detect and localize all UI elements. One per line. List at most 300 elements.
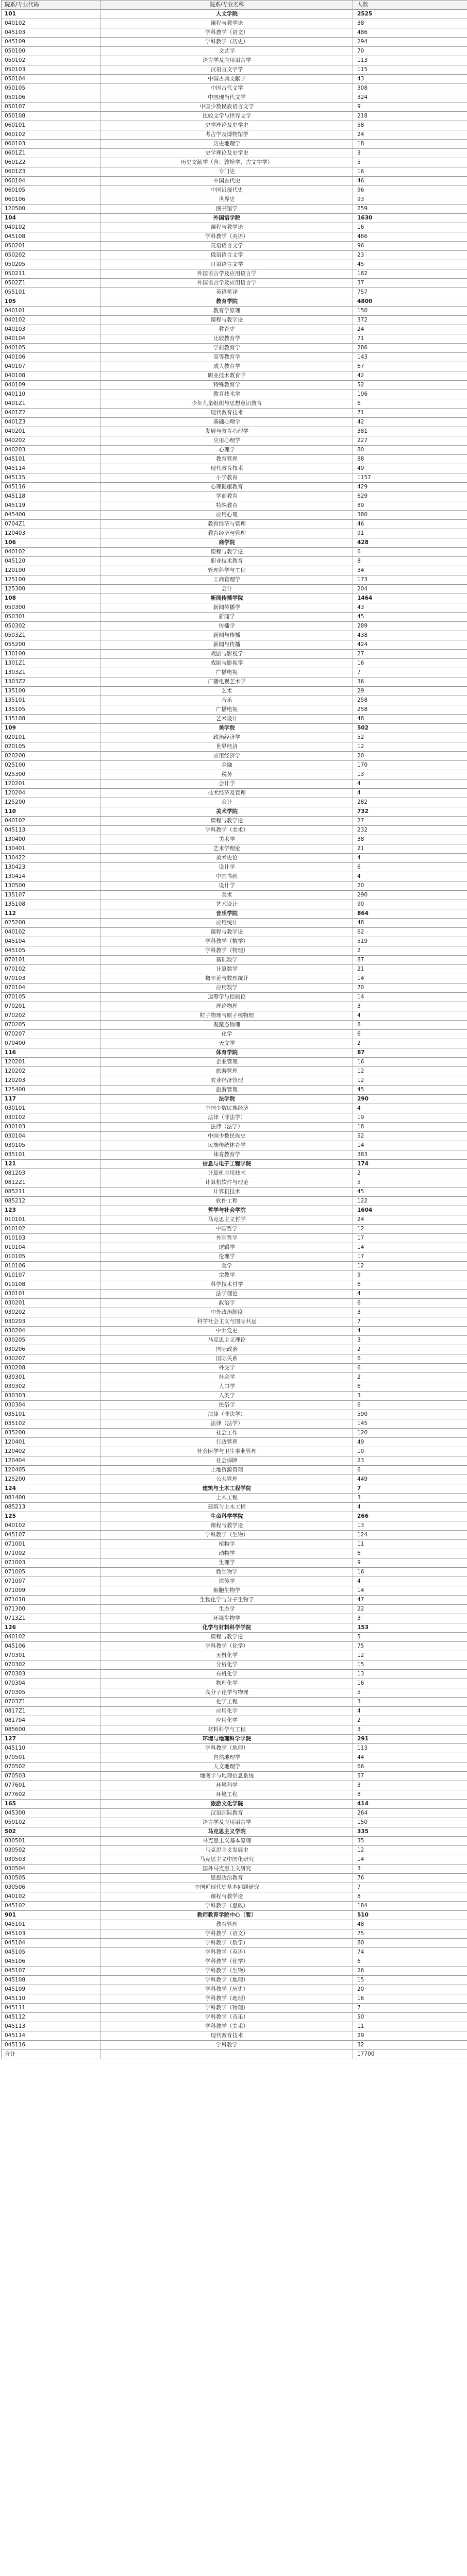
table-row xyxy=(2,418,467,427)
count-cell: 590 xyxy=(353,1410,467,1419)
name-cell: 法学院 xyxy=(101,1095,353,1104)
code-cell: 045300 xyxy=(2,1809,101,1818)
code-cell: 070502 xyxy=(2,1762,101,1772)
count-cell: 24 xyxy=(353,1215,467,1225)
count-cell: 37 xyxy=(353,279,467,288)
code-cell: 030201 xyxy=(2,1299,101,1308)
count-cell: 8 xyxy=(353,1892,467,1902)
table-row xyxy=(2,501,467,511)
name-cell: 国际关系 xyxy=(101,1354,353,1364)
table-row xyxy=(2,1132,467,1141)
name-cell: 日语语言文学 xyxy=(101,260,353,269)
table-row xyxy=(2,1744,467,1753)
table-row xyxy=(2,1262,467,1271)
count-cell: 170 xyxy=(353,761,467,770)
table-row xyxy=(2,1215,467,1225)
name-cell: 计算机软件与理论 xyxy=(101,1178,353,1188)
count-cell: 14 xyxy=(353,974,467,984)
table-row xyxy=(2,316,467,325)
code-cell: 030302 xyxy=(2,1382,101,1392)
code-cell: 040102 xyxy=(2,1892,101,1902)
count-cell: 6 xyxy=(353,1466,467,1475)
table-row xyxy=(2,1994,467,2004)
table-row xyxy=(2,2031,467,2041)
name-cell: 世界经济 xyxy=(101,742,353,752)
code-cell: 020101 xyxy=(2,733,101,742)
name-cell: 图书馆学 xyxy=(101,205,353,214)
college-row xyxy=(2,1512,467,1521)
name-cell: 环境与地理科学学院 xyxy=(101,1735,353,1744)
code-cell: 130422 xyxy=(2,854,101,863)
code-cell: 085600 xyxy=(2,1725,101,1735)
count-cell: 66 xyxy=(353,1762,467,1772)
table-row xyxy=(2,362,467,371)
table-row xyxy=(2,1234,467,1243)
code-cell: 120404 xyxy=(2,1456,101,1466)
count-cell: 4 xyxy=(353,1707,467,1716)
code-cell: 030505 xyxy=(2,1874,101,1883)
code-cell: 085213 xyxy=(2,1503,101,1512)
count-cell: 48 xyxy=(353,919,467,928)
count-cell: 13 xyxy=(353,770,467,779)
table-row xyxy=(2,381,467,390)
name-cell: 国外马克思主义研究 xyxy=(101,1865,353,1874)
code-cell: 050202 xyxy=(2,251,101,260)
code-cell: 045104 xyxy=(2,1939,101,1948)
count-cell: 5 xyxy=(353,158,467,167)
name-cell: 自然地理学 xyxy=(101,1753,353,1762)
table-row xyxy=(2,1336,467,1345)
table-row xyxy=(2,919,467,928)
name-cell: 中国现当代文学 xyxy=(101,93,353,103)
count-cell: 6 xyxy=(353,1280,467,1290)
count-cell: 48 xyxy=(353,715,467,724)
table-row xyxy=(2,251,467,260)
name-cell: 语言学及应用语言学 xyxy=(101,56,353,65)
code-cell: 120403 xyxy=(2,529,101,538)
count-cell: 335 xyxy=(353,1827,467,1837)
count-cell: 3 xyxy=(353,1614,467,1623)
count-cell: 291 xyxy=(353,1735,467,1744)
table-row xyxy=(2,1883,467,1892)
table-row xyxy=(2,1753,467,1762)
count-cell: 36 xyxy=(353,677,467,687)
code-cell: 010102 xyxy=(2,1225,101,1234)
name-cell: 俄语语言文学 xyxy=(101,251,353,260)
name-cell: 中国近现代史基本问题研究 xyxy=(101,1883,353,1892)
code-cell: 081203 xyxy=(2,1169,101,1178)
code-cell: 070102 xyxy=(2,965,101,974)
code-cell: 120201 xyxy=(2,1058,101,1067)
code-cell: 045104 xyxy=(2,937,101,946)
name-cell: 学科教学（物理） xyxy=(101,2004,353,2013)
table-row xyxy=(2,1762,467,1772)
code-cell: 045116 xyxy=(2,483,101,492)
table-row xyxy=(2,622,467,631)
table-row xyxy=(2,436,467,446)
code-cell: 050201 xyxy=(2,242,101,251)
count-cell: 1604 xyxy=(353,1206,467,1215)
name-cell: 考古学及博物馆学 xyxy=(101,130,353,140)
table-row xyxy=(2,2013,467,2022)
name-cell: 现代教育技术 xyxy=(101,2031,353,2041)
code-cell: 070503 xyxy=(2,1772,101,1781)
table-row xyxy=(2,28,467,38)
count-cell: 70 xyxy=(353,47,467,56)
name-cell: 历史文献学（含：敦煌学、古文字学） xyxy=(101,158,353,167)
table-row xyxy=(2,1299,467,1308)
count-cell: 16 xyxy=(353,223,467,232)
table-row xyxy=(2,965,467,974)
count-cell: 173 xyxy=(353,575,467,585)
total-name-cell xyxy=(101,2050,353,2059)
name-cell: 土地资源管理 xyxy=(101,1466,353,1475)
count-cell: 12 xyxy=(353,742,467,752)
table-row xyxy=(2,1178,467,1188)
name-cell: 学科教学（历史） xyxy=(101,1985,353,1994)
name-cell: 小学教育 xyxy=(101,473,353,483)
name-cell: 法律（法学） xyxy=(101,1419,353,1429)
code-cell: 070202 xyxy=(2,1011,101,1021)
table-row xyxy=(2,1021,467,1030)
count-cell: 3 xyxy=(353,1781,467,1790)
table-row xyxy=(2,205,467,214)
code-cell: 123 xyxy=(2,1206,101,1215)
count-cell: 429 xyxy=(353,483,467,492)
name-cell: 教育技术学 xyxy=(101,390,353,399)
count-cell: 150 xyxy=(353,1818,467,1827)
name-cell: 学科教学 xyxy=(101,2041,353,2050)
count-cell: 7 xyxy=(353,1484,467,1494)
table-row xyxy=(2,464,467,473)
table-row xyxy=(2,1466,467,1475)
count-cell: 2 xyxy=(353,1345,467,1354)
name-cell: 史学理论及史学史 xyxy=(101,149,353,158)
name-cell: 国际政治 xyxy=(101,1345,353,1354)
code-cell: 040201 xyxy=(2,427,101,436)
count-cell: 22 xyxy=(353,1605,467,1614)
code-cell: 030207 xyxy=(2,1354,101,1364)
code-cell: 045112 xyxy=(2,2013,101,2022)
code-cell: 045103 xyxy=(2,1929,101,1939)
count-cell: 2 xyxy=(353,1373,467,1382)
table-row xyxy=(2,511,467,520)
table-row xyxy=(2,575,467,585)
table-row xyxy=(2,984,467,993)
count-cell: 5 xyxy=(353,1688,467,1698)
count-cell: 6 xyxy=(353,548,467,557)
table-row xyxy=(2,112,467,121)
count-cell: 17 xyxy=(353,1252,467,1262)
table-row xyxy=(2,779,467,789)
count-cell: 71 xyxy=(353,409,467,418)
name-cell: 地图学与地理信息系统 xyxy=(101,1772,353,1781)
name-cell: 课程与教学论 xyxy=(101,548,353,557)
code-cell: 106 xyxy=(2,538,101,548)
table-row xyxy=(2,307,467,316)
table-row xyxy=(2,974,467,984)
count-cell: 19 xyxy=(353,1113,467,1123)
table-row xyxy=(2,75,467,84)
table-row xyxy=(2,409,467,418)
count-cell: 294 xyxy=(353,38,467,47)
count-cell: 4 xyxy=(353,1577,467,1586)
table-row xyxy=(2,1308,467,1317)
table-row xyxy=(2,1188,467,1197)
code-cell: 125 xyxy=(2,1512,101,1521)
code-cell: 060103 xyxy=(2,140,101,149)
name-cell: 马克思主义哲学 xyxy=(101,1215,353,1225)
count-cell: 143 xyxy=(353,353,467,362)
name-cell: 旅游管理 xyxy=(101,1067,353,1076)
count-cell: 6 xyxy=(353,1382,467,1392)
table-row xyxy=(2,631,467,640)
count-cell: 48 xyxy=(353,1920,467,1929)
table-row xyxy=(2,1716,467,1725)
name-cell: 细胞生物学 xyxy=(101,1586,353,1596)
table-row xyxy=(2,1475,467,1484)
table-row xyxy=(2,1503,467,1512)
name-cell: 思想政治教育 xyxy=(101,1874,353,1883)
table-row xyxy=(2,1614,467,1623)
code-cell: 071001 xyxy=(2,1540,101,1549)
code-cell: 045120 xyxy=(2,557,101,566)
code-cell: 130424 xyxy=(2,872,101,882)
total-row xyxy=(2,2050,467,2059)
name-cell: 职业技术教育 xyxy=(101,557,353,566)
name-cell: 学科教学（物理） xyxy=(101,946,353,956)
code-cell: 060106 xyxy=(2,195,101,205)
count-cell: 38 xyxy=(353,19,467,28)
name-cell: 教育学原理 xyxy=(101,307,353,316)
table-row xyxy=(2,891,467,900)
count-cell: 6 xyxy=(353,1299,467,1308)
name-cell: 宗教学 xyxy=(101,1271,353,1280)
count-cell: 20 xyxy=(353,752,467,761)
header-code-cell: 院系/专业代码 xyxy=(2,1,101,10)
count-cell: 89 xyxy=(353,501,467,511)
count-cell: 4 xyxy=(353,789,467,798)
name-cell: 理论物理 xyxy=(101,1002,353,1011)
count-cell: 2 xyxy=(353,1716,467,1725)
code-cell: 030202 xyxy=(2,1308,101,1317)
table-row xyxy=(2,47,467,56)
count-cell: 4800 xyxy=(353,297,467,307)
code-cell: 045113 xyxy=(2,826,101,835)
code-cell: 035200 xyxy=(2,1429,101,1438)
count-cell: 80 xyxy=(353,1939,467,1948)
code-cell: 104 xyxy=(2,214,101,223)
name-cell: 学科教学（音乐） xyxy=(101,2013,353,2022)
code-cell: 010101 xyxy=(2,1215,101,1225)
code-cell: 070207 xyxy=(2,1030,101,1039)
code-cell: 112 xyxy=(2,909,101,919)
name-cell: 建筑与土木工程学院 xyxy=(101,1484,353,1494)
count-cell: 18 xyxy=(353,1123,467,1132)
count-cell: 438 xyxy=(353,631,467,640)
code-cell: 030502 xyxy=(2,1846,101,1855)
code-cell: 050300 xyxy=(2,603,101,613)
table-row xyxy=(2,223,467,232)
code-cell: 135105 xyxy=(2,705,101,715)
code-cell: 040108 xyxy=(2,371,101,381)
table-row xyxy=(2,1345,467,1354)
count-cell: 324 xyxy=(353,93,467,103)
code-cell: 060104 xyxy=(2,177,101,186)
code-cell: 502 xyxy=(2,1827,101,1837)
name-cell: 中国少数民族语言文学 xyxy=(101,103,353,112)
count-cell: 3 xyxy=(353,1002,467,1011)
table-row xyxy=(2,1929,467,1939)
count-cell: 46 xyxy=(353,177,467,186)
name-cell: 凝聚态物理 xyxy=(101,1021,353,1030)
count-cell: 75 xyxy=(353,1642,467,1651)
code-cell: 050100 xyxy=(2,47,101,56)
code-cell: 070104 xyxy=(2,984,101,993)
name-cell: 学前教育学 xyxy=(101,344,353,353)
count-cell: 7 xyxy=(353,1883,467,1892)
table-row xyxy=(2,585,467,594)
table-row xyxy=(2,1698,467,1707)
table-row xyxy=(2,733,467,742)
name-cell: 学科教学（生物） xyxy=(101,1967,353,1976)
count-cell: 80 xyxy=(353,446,467,455)
code-cell: 030103 xyxy=(2,1123,101,1132)
count-cell: 264 xyxy=(353,1809,467,1818)
code-cell: 045116 xyxy=(2,2041,101,2050)
college-row xyxy=(2,1800,467,1809)
code-cell: 060105 xyxy=(2,186,101,195)
name-cell: 马克思主义学院 xyxy=(101,1827,353,1837)
code-cell: 130100 xyxy=(2,650,101,659)
code-cell: 025200 xyxy=(2,919,101,928)
name-cell: 生理学 xyxy=(101,1558,353,1568)
name-cell: 语言学及应用语言学 xyxy=(101,1818,353,1827)
name-cell: 无机化学 xyxy=(101,1651,353,1660)
name-cell: 中国哲学 xyxy=(101,1225,353,1234)
count-cell: 153 xyxy=(353,1623,467,1633)
code-cell: 050108 xyxy=(2,112,101,121)
name-cell: 金融 xyxy=(101,761,353,770)
code-cell: 040106 xyxy=(2,353,101,362)
name-cell: 学科教学（美术） xyxy=(101,826,353,835)
count-cell: 27 xyxy=(353,650,467,659)
name-cell: 中国书画 xyxy=(101,872,353,882)
table-row xyxy=(2,1790,467,1800)
table-row xyxy=(2,84,467,93)
name-cell: 音乐学院 xyxy=(101,909,353,919)
name-cell: 汉语言文字学 xyxy=(101,65,353,75)
name-cell: 生命科学学院 xyxy=(101,1512,353,1521)
name-cell: 中国古代史 xyxy=(101,177,353,186)
count-cell: 24 xyxy=(353,130,467,140)
code-cell: 045105 xyxy=(2,946,101,956)
count-cell: 52 xyxy=(353,1132,467,1141)
table-row xyxy=(2,38,467,47)
name-cell: 心理健康教育 xyxy=(101,483,353,492)
table-row xyxy=(2,1837,467,1846)
name-cell: 专门史 xyxy=(101,167,353,177)
code-cell: 040103 xyxy=(2,325,101,334)
code-cell: 030504 xyxy=(2,1865,101,1874)
count-cell: 486 xyxy=(353,28,467,38)
count-cell: 27 xyxy=(353,817,467,826)
table-row xyxy=(2,353,467,362)
count-cell: 13 xyxy=(353,1521,467,1531)
name-cell: 环境生物学 xyxy=(101,1614,353,1623)
code-cell: 010108 xyxy=(2,1280,101,1290)
count-cell: 16 xyxy=(353,1679,467,1688)
table-row xyxy=(2,325,467,334)
table-row xyxy=(2,529,467,538)
name-cell: 现代教育技术 xyxy=(101,464,353,473)
code-cell: 120100 xyxy=(2,566,101,575)
table-row xyxy=(2,158,467,167)
name-cell: 技术经济及管理 xyxy=(101,789,353,798)
count-cell: 372 xyxy=(353,316,467,325)
count-cell: 150 xyxy=(353,307,467,316)
count-cell: 2525 xyxy=(353,10,467,19)
count-cell: 42 xyxy=(353,371,467,381)
code-cell: 010104 xyxy=(2,1243,101,1252)
name-cell: 课程与教学论 xyxy=(101,1521,353,1531)
table-row xyxy=(2,1781,467,1790)
table-row xyxy=(2,1280,467,1290)
count-cell: 14 xyxy=(353,1243,467,1252)
name-cell: 美术 xyxy=(101,891,353,900)
name-cell: 旅游文化学院 xyxy=(101,1800,353,1809)
code-cell: 050302 xyxy=(2,622,101,631)
name-cell: 新闻与传播 xyxy=(101,640,353,650)
count-cell: 289 xyxy=(353,622,467,631)
table-row xyxy=(2,603,467,613)
table-row xyxy=(2,548,467,557)
code-cell: 030304 xyxy=(2,1401,101,1410)
name-cell: 学科教学（美术） xyxy=(101,2022,353,2031)
code-cell: 030506 xyxy=(2,1883,101,1892)
name-cell: 逻辑学 xyxy=(101,1243,353,1252)
count-cell: 45 xyxy=(353,1086,467,1095)
table-row xyxy=(2,1948,467,1957)
table-row xyxy=(2,1855,467,1865)
name-cell: 学科教学（历史） xyxy=(101,38,353,47)
count-cell: 16 xyxy=(353,1994,467,2004)
count-cell: 259 xyxy=(353,205,467,214)
code-cell: 130500 xyxy=(2,882,101,891)
count-cell: 75 xyxy=(353,1929,467,1939)
code-cell: 105 xyxy=(2,297,101,307)
code-cell: 0502Z1 xyxy=(2,279,101,288)
name-cell: 艺术学理论 xyxy=(101,844,353,854)
table-row xyxy=(2,557,467,566)
count-cell: 62 xyxy=(353,928,467,937)
name-cell: 美学 xyxy=(101,1262,353,1271)
table-row xyxy=(2,566,467,575)
count-cell: 43 xyxy=(353,603,467,613)
table-row xyxy=(2,1290,467,1299)
name-cell: 史学理论及史学史 xyxy=(101,121,353,130)
name-cell: 人文地理学 xyxy=(101,1762,353,1772)
name-cell: 中共党史 xyxy=(101,1327,353,1336)
count-cell: 9 xyxy=(353,1558,467,1568)
count-cell: 6 xyxy=(353,399,467,409)
count-cell: 67 xyxy=(353,362,467,371)
name-cell: 学科教学（地理） xyxy=(101,1744,353,1753)
table-row xyxy=(2,1243,467,1252)
name-cell: 马克思主义理论 xyxy=(101,1336,353,1345)
name-cell: 学前教育 xyxy=(101,492,353,501)
college-row xyxy=(2,1095,467,1104)
